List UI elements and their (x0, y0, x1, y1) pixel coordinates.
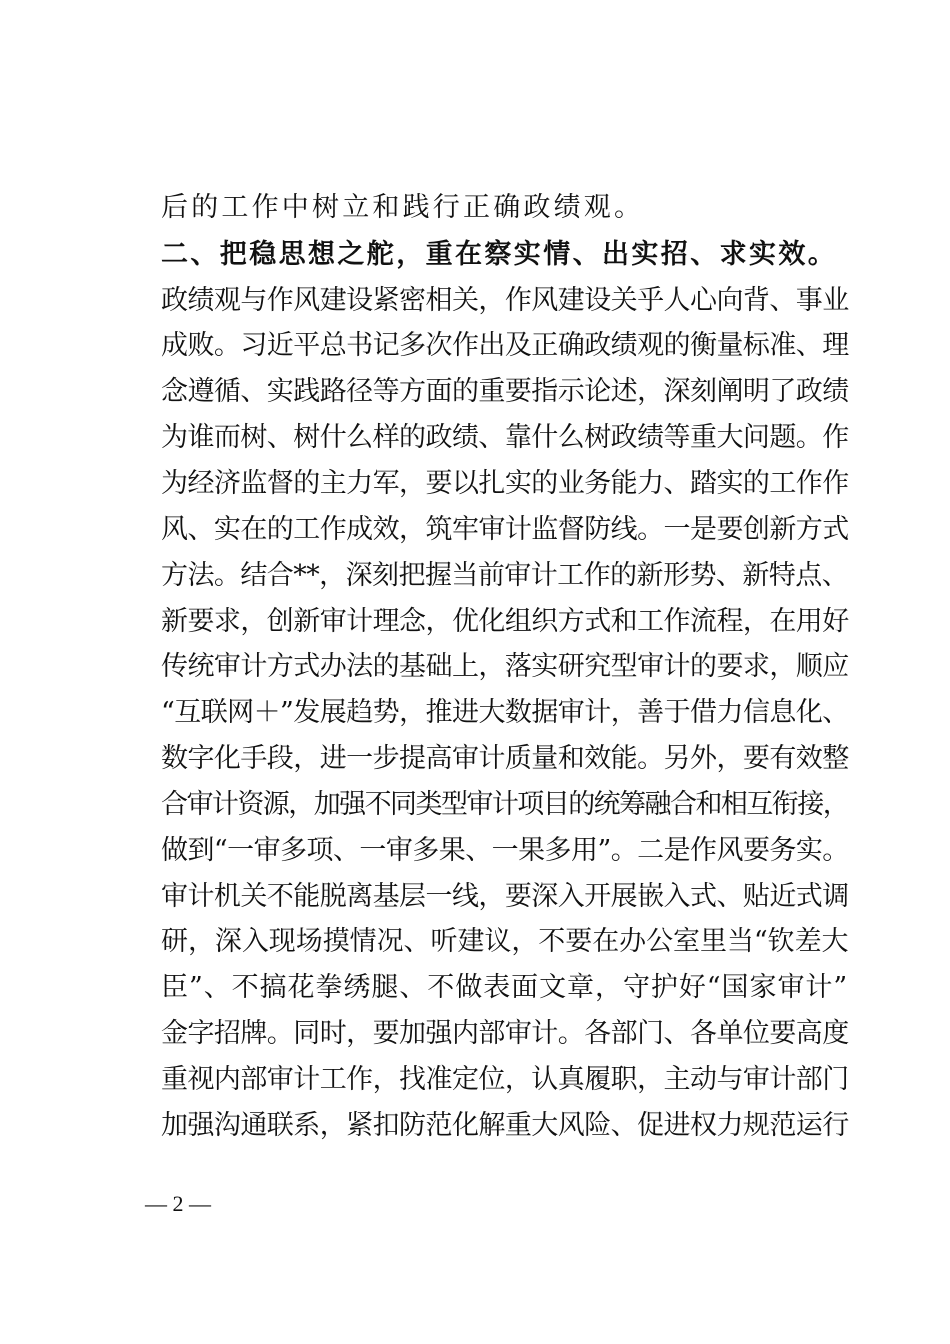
body-line: 审计机关不能脱离基层一线，要深入开展嵌入式、贴近式调 (161, 881, 849, 912)
body-line: 加强沟通联系，紧扣防范化解重大风险、促进权力规范运行 (161, 1110, 849, 1141)
page-number: — 2 — (145, 1191, 211, 1216)
body-line: 后的工作中树立和践行正确政绩观。 (161, 192, 645, 223)
body-line: 数字化手段，进一步提高审计质量和效能。另外，要有效整 (161, 743, 849, 774)
body-line: 合审计资源，加强不同类型审计项目的统筹融合和相互衔接， (161, 789, 849, 820)
body-line: 念遵循、实践路径等方面的重要指示论述，深刻阐明了政绩 (161, 376, 849, 407)
body-line: 风、实在的工作成效，筑牢审计监督防线。一是要创新方式 (161, 514, 849, 545)
body-line: 做到“一审多项、一审多果、一果多用”。二是作风要务实。 (161, 835, 849, 866)
body-line: 成败。习近平总书记多次作出及正确政绩观的衡量标准、理 (161, 330, 849, 361)
body-line: “互联网＋”发展趋势，推进大数据审计，善于借力信息化、 (161, 697, 849, 728)
body-line: 金字招牌。同时，要加强内部审计。各部门、各单位要高度 (161, 1018, 849, 1049)
body-line: 为谁而树、树什么样的政绩、靠什么树政绩等重大问题。作 (161, 422, 849, 453)
body-line: 新要求，创新审计理念，优化组织方式和工作流程，在用好 (161, 606, 849, 637)
body-line: 研，深入现场摸情况、听建议，不要在办公室里当“钦差大 (161, 926, 849, 957)
body-line: 政绩观与作风建设紧密相关，作风建设关乎人心向背、事业 (161, 285, 849, 316)
body-line: 方法。结合**，深刻把握当前审计工作的新形势、新特点、 (161, 560, 849, 591)
body-line: 传统审计方式办法的基础上，落实研究型审计的要求，顺应 (161, 651, 849, 682)
body-line: 为经济监督的主力军，要以扎实的业务能力、踏实的工作作 (161, 468, 849, 499)
section-heading: 二、把稳思想之舵，重在察实情、出实招、求实效。 (161, 239, 838, 270)
body-line: 臣”、不搞花拳绣腿、不做表面文章，守护好“国家审计” (161, 972, 849, 1003)
body-line: 重视内部审计工作，找准定位，认真履职，主动与审计部门 (161, 1064, 849, 1095)
